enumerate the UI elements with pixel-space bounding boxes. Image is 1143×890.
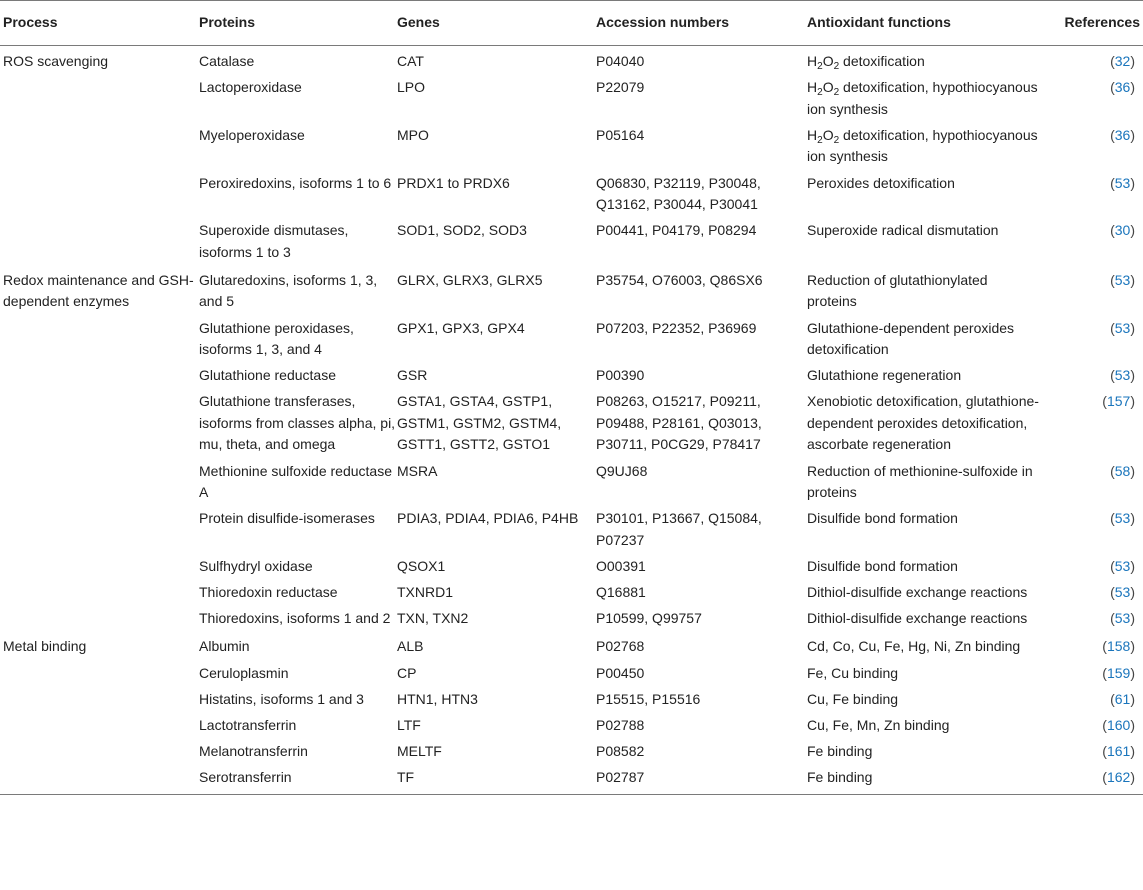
accession-cell: P00390 <box>596 367 645 384</box>
genes-cell: MSRA <box>397 462 438 479</box>
accession-cell: O00391 <box>596 557 646 574</box>
genes-cell: GSTA1, GSTA4, GSTP1, GSTM1, GSTM2, GSTM4, GSTT1, GSTT2, GSTO1 <box>397 393 562 453</box>
protein-cell: Myeloperoxidase <box>199 126 305 143</box>
table-row <box>0 553 1143 579</box>
genes-cell: TF <box>397 764 596 794</box>
protein-cell: Lactoperoxidase <box>199 79 302 96</box>
process-cell: Redox maintenance and GSH-dependent enzymes <box>3 271 194 310</box>
function-cell: $H_2O_2$ detoxification, hypothiocyanous ion synthesis <box>807 126 1038 165</box>
function-cell: Disulfide bond formation <box>807 557 958 574</box>
function-cell: $H_2O_2$ detoxification, hypothiocyanous ion synthesis <box>807 79 1038 117</box>
table-row <box>0 631 1143 659</box>
reference-cell: (161) <box>1102 743 1135 760</box>
reference-cell: (58) <box>1110 462 1135 479</box>
function-cell: Cu, Fe binding <box>807 690 899 707</box>
header-references: References <box>1039 1 1143 46</box>
protein-cell: Serotransferrin <box>199 764 397 794</box>
genes-cell: GPX1, GPX3, GPX4 <box>397 319 525 336</box>
accession-cell: P07203, P22352, P36969 <box>596 319 757 336</box>
function-cell: Fe binding <box>807 743 873 760</box>
function-cell: Xenobiotic detoxification, glutathione-dependent peroxides detoxification, ascorbate regeneration <box>807 393 1039 453</box>
function-cell: Disulfide bond formation <box>807 510 958 527</box>
genes-cell: SOD1, SOD2, SOD3 <box>397 222 527 239</box>
genes-cell: LPO <box>397 79 426 96</box>
protein-cell: Catalase <box>199 53 255 69</box>
function-cell: Cd, Co, Cu, Fe, Hg, Ni, Zn binding <box>807 638 1021 655</box>
function-cell: Dithiol-disulfide exchange reactions <box>807 584 1028 601</box>
table-row <box>0 505 1143 553</box>
table-row <box>0 605 1143 631</box>
protein-cell: Thioredoxin reductase <box>199 584 338 601</box>
table-row <box>0 265 1143 315</box>
reference-link[interactable]: 36 <box>1114 79 1131 96</box>
accession-cell: P02768 <box>596 638 645 655</box>
genes-cell: GSR <box>397 367 428 384</box>
genes-cell: TXN, TXN2 <box>397 610 469 627</box>
process-cell <box>0 712 199 738</box>
accession-cell: P08582 <box>596 743 645 760</box>
reference-cell: (53) <box>1110 367 1135 384</box>
genes-cell: QSOX1 <box>397 557 446 574</box>
function-cell: Reduction of glutathionylated proteins <box>807 271 988 310</box>
reference-cell: (162) <box>1039 764 1143 794</box>
accession-cell: P00450 <box>596 664 645 681</box>
accession-cell: P10599, Q99757 <box>596 610 702 627</box>
table-body <box>0 46 1143 795</box>
accession-cell: Q06830, P32119, P30048, Q13162, P30044, P30041 <box>596 174 761 213</box>
reference-cell: (53) <box>1110 174 1135 191</box>
reference-cell: (53) <box>1110 584 1135 601</box>
reference-link[interactable]: 159 <box>1106 664 1131 681</box>
process-cell <box>0 660 199 686</box>
protein-cell: Melanotransferrin <box>199 743 308 760</box>
reference-cell: (160) <box>1102 717 1135 733</box>
genes-cell: PDIA3, PDIA4, PDIA6, P4HB <box>397 510 579 527</box>
process-cell <box>0 458 199 506</box>
function-cell: Fe binding <box>807 764 1039 794</box>
reference-link[interactable]: 53 <box>1114 557 1131 574</box>
reference-cell: (159) <box>1102 664 1135 681</box>
process-cell <box>0 217 199 265</box>
protein-cell: Superoxide dismutases, isoforms 1 to 3 <box>199 222 349 260</box>
process-cell <box>0 505 199 553</box>
reference-link[interactable]: 61 <box>1114 690 1131 707</box>
process-cell <box>0 74 199 122</box>
accession-cell: P08263, O15217, P09211, P09488, P28161, Q03013, P30711, P0CG29, P78417 <box>596 393 762 453</box>
table-row <box>0 362 1143 388</box>
process-cell <box>0 553 199 579</box>
reference-cell: (157) <box>1102 393 1135 410</box>
accession-cell: P02788 <box>596 717 645 733</box>
reference-cell: (53) <box>1110 610 1135 627</box>
process-cell <box>0 314 199 362</box>
reference-cell: (53) <box>1110 557 1135 574</box>
reference-link[interactable]: 160 <box>1106 717 1131 733</box>
reference-link[interactable]: 30 <box>1114 222 1131 239</box>
reference-cell: (53) <box>1110 510 1135 527</box>
function-cell: Fe, Cu binding <box>807 664 899 681</box>
protein-cell: Protein disulfide-isomerases <box>199 510 375 527</box>
accession-cell: P00441, P04179, P08294 <box>596 222 757 239</box>
table-row <box>0 169 1143 217</box>
reference-link[interactable]: 161 <box>1106 743 1131 760</box>
reference-cell: (53) <box>1110 271 1135 288</box>
accession-cell: P30101, P13667, Q15084, P07237 <box>596 510 762 548</box>
process-cell: Metal binding <box>3 638 87 655</box>
reference-link[interactable]: 53 <box>1114 510 1131 527</box>
reference-link[interactable]: 53 <box>1114 610 1131 627</box>
header-genes: Genes <box>397 1 596 46</box>
reference-link[interactable]: 53 <box>1114 584 1131 601</box>
table-row <box>0 686 1143 712</box>
accession-cell: P22079 <box>596 79 645 96</box>
process-cell: ROS scavenging <box>3 53 109 69</box>
genes-cell: CP <box>397 664 417 681</box>
genes-cell: GLRX, GLRX3, GLRX5 <box>397 271 543 288</box>
process-cell <box>0 122 199 170</box>
process-cell <box>0 738 199 764</box>
table-row <box>0 122 1143 170</box>
protein-cell: Ceruloplasmin <box>199 664 289 681</box>
process-cell <box>0 605 199 631</box>
accession-cell: Q9UJ68 <box>596 462 648 479</box>
accession-cell: P35754, O76003, Q86SX6 <box>596 271 763 288</box>
protein-cell: Methionine sulfoxide reductase A <box>199 462 393 501</box>
header-proteins: Proteins <box>199 1 397 46</box>
genes-cell: MPO <box>397 126 429 143</box>
table-row <box>0 738 1143 764</box>
protein-cell: Thioredoxins, isoforms 1 and 2 <box>199 610 391 627</box>
genes-cell: ALB <box>397 638 424 655</box>
reference-link[interactable]: 36 <box>1114 126 1131 143</box>
table-row <box>0 217 1143 265</box>
process-cell <box>0 388 199 457</box>
reference-cell: (36) <box>1110 126 1135 143</box>
table-row <box>0 579 1143 605</box>
reference-cell: (158) <box>1102 638 1135 655</box>
reference-link[interactable]: 162 <box>1106 769 1131 786</box>
function-cell: Superoxide radical dismutation <box>807 222 999 239</box>
reference-link[interactable]: 158 <box>1106 638 1131 655</box>
function-cell: Reduction of methionine-sulfoxide in proteins <box>807 462 1033 501</box>
genes-cell: HTN1, HTN3 <box>397 690 478 707</box>
reference-link[interactable]: 58 <box>1114 462 1131 479</box>
table-row <box>0 74 1143 122</box>
table-row <box>0 314 1143 362</box>
protein-cell: Peroxiredoxins, isoforms 1 to 6 <box>199 174 392 191</box>
function-cell: Dithiol-disulfide exchange reactions <box>807 610 1028 627</box>
table-row <box>0 660 1143 686</box>
function-cell: Peroxides detoxification <box>807 174 955 191</box>
table-row <box>0 388 1143 457</box>
header-process: Process <box>0 1 199 46</box>
process-cell <box>0 362 199 388</box>
protein-cell: Glutathione peroxidases, isoforms 1, 3, and 4 <box>199 319 354 358</box>
protein-cell: Glutathione transferases, isoforms from classes alpha, pi, mu, theta, and omega <box>199 393 396 453</box>
accession-cell: P02787 <box>596 764 807 794</box>
genes-cell: LTF <box>397 717 421 733</box>
reference-link[interactable]: 53 <box>1114 367 1131 384</box>
reference-cell: (61) <box>1110 690 1135 707</box>
header-accession-numbers: Accession numbers <box>596 1 807 46</box>
function-cell: Cu, Fe, Mn, Zn binding <box>807 717 950 733</box>
table-row <box>0 458 1143 506</box>
accession-cell: Q16881 <box>596 584 646 601</box>
header-antioxidant-functions: Antioxidant functions <box>807 1 1039 46</box>
process-cell <box>0 169 199 217</box>
function-cell: Glutathione-dependent peroxides detoxification <box>807 319 1015 358</box>
table-row <box>0 46 1143 75</box>
table-header-row <box>0 1 1143 46</box>
function-cell: $H_2O_2$ detoxification <box>807 53 925 72</box>
protein-cell: Histatins, isoforms 1 and 3 <box>199 690 364 707</box>
protein-cell: Lactotransferrin <box>199 717 297 733</box>
process-cell <box>0 579 199 605</box>
reference-cell: (30) <box>1110 222 1135 239</box>
genes-cell: PRDX1 to PRDX6 <box>397 174 510 191</box>
reference-link[interactable]: 53 <box>1114 174 1131 191</box>
protein-cell: Sulfhydryl oxidase <box>199 557 313 574</box>
reference-cell: (32) <box>1110 53 1135 69</box>
accession-cell: P15515, P15516 <box>596 690 701 707</box>
reference-cell: (36) <box>1110 79 1135 96</box>
process-cell <box>0 764 199 794</box>
genes-cell: CAT <box>397 53 424 69</box>
reference-link[interactable]: 157 <box>1106 393 1131 410</box>
protein-cell: Glutaredoxins, isoforms 1, 3, and 5 <box>199 271 378 310</box>
reference-cell: (53) <box>1110 319 1135 336</box>
process-cell <box>0 686 199 712</box>
genes-cell: MELTF <box>397 743 442 760</box>
genes-cell: TXNRD1 <box>397 584 454 601</box>
protein-cell: Albumin <box>199 638 250 655</box>
accession-cell: P05164 <box>596 126 645 143</box>
reference-link[interactable]: 53 <box>1114 271 1131 288</box>
table-row <box>0 712 1143 738</box>
accession-cell: P04040 <box>596 53 645 69</box>
table-row <box>0 764 1143 794</box>
reference-link[interactable]: 32 <box>1114 53 1131 69</box>
function-cell: Glutathione regeneration <box>807 367 962 384</box>
reference-link[interactable]: 53 <box>1114 319 1131 336</box>
protein-cell: Glutathione reductase <box>199 367 336 384</box>
